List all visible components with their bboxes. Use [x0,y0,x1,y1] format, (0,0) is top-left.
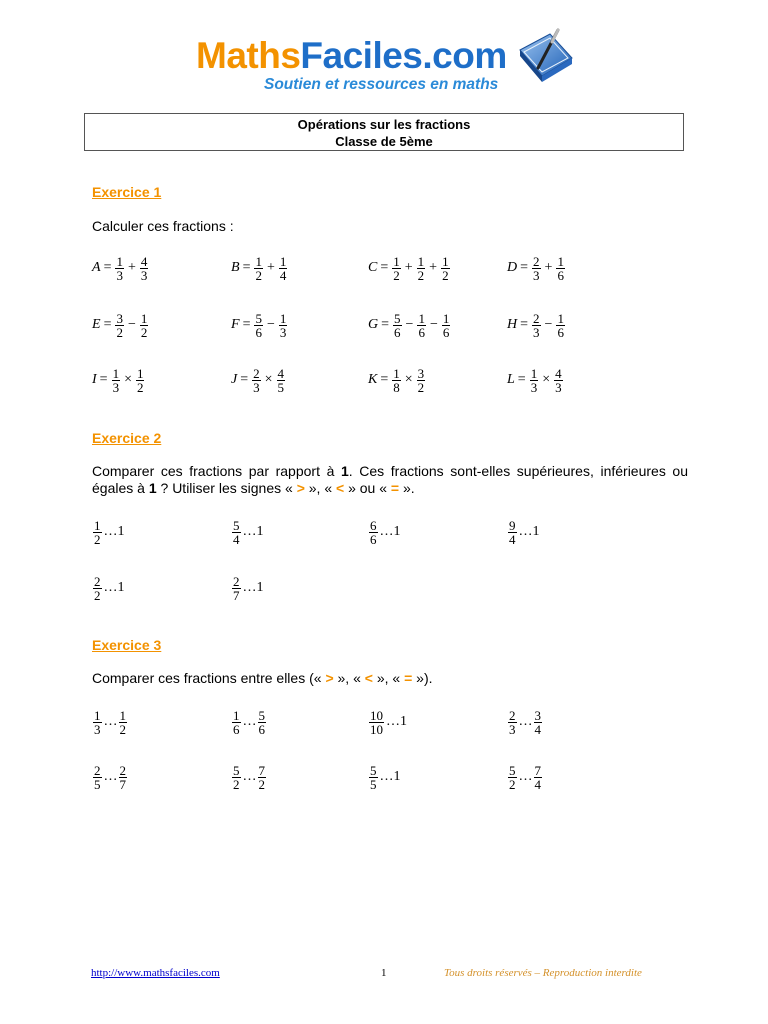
expression-j [231,366,286,394]
comparison-value: 1 [393,769,401,784]
operator: + [266,260,275,275]
fraction [119,709,128,736]
numerator: 2 [233,573,240,589]
operator: + [429,260,438,275]
denominator: 3 [140,267,148,283]
fraction [532,255,541,282]
operator: × [542,372,551,387]
equals-sign: = [520,260,529,275]
denominator: 3 [509,721,516,737]
numerator: 1 [112,365,120,381]
exercise-1-title: Exercice 1 [92,184,162,200]
denominator: 2 [136,379,144,395]
operator: − [266,317,275,332]
expression-g [368,311,451,339]
equals-sign: = [240,372,249,387]
worksheet-title-box [84,113,684,151]
denominator: 3 [279,324,287,340]
denominator: 10 [370,721,383,737]
variable: L [507,372,515,387]
fraction [232,575,241,602]
numerator: 1 [393,253,400,269]
denominator: 3 [533,324,540,340]
denominator: 2 [140,324,148,340]
fraction [93,764,102,791]
operator: × [124,372,132,387]
equals-sign: = [380,372,389,387]
denominator: 2 [442,267,449,283]
fraction [556,312,565,339]
fraction [279,255,288,282]
variable: C [368,260,378,275]
comparison-value: 1 [532,524,540,539]
equals-sign: = [99,372,108,387]
variable: G [368,317,379,332]
comparison-dots: … [103,714,118,729]
ex2-comparison [92,574,125,602]
worksheet-class: Classe de 5ème [335,134,433,149]
exercise-1-instruction: Calculer ces fractions : [92,218,234,234]
ex3-comparison [231,708,267,736]
numerator: 1 [442,310,450,326]
denominator: 4 [534,721,541,737]
variable: B [231,260,240,275]
fraction [112,367,121,394]
footer-website-link[interactable]: http://www.mathsfaciles.com [91,967,220,979]
fraction [393,312,402,339]
fraction [279,312,288,339]
denominator: 6 [233,721,240,737]
numerator: 5 [258,707,265,723]
comparison-dots: … [386,714,400,729]
variable: E [92,317,101,332]
numerator: 1 [116,253,123,269]
fraction [534,764,543,791]
numerator: 5 [233,517,240,533]
variable: J [231,372,238,387]
numerator: 2 [119,762,126,778]
numerator: 1 [255,253,262,269]
fraction [254,255,263,282]
ex3-comparison [92,763,128,791]
numerator: 1 [94,707,101,723]
variable: A [92,260,101,275]
expression-l [507,366,564,394]
denominator: 8 [393,379,400,395]
denominator: 3 [253,379,260,395]
numerator: 1 [393,365,400,381]
numerator: 3 [116,310,123,326]
fraction [530,367,539,394]
expression-c [368,254,451,282]
numerator: 3 [534,707,541,723]
ex3-comparison [368,763,401,791]
fraction [369,764,378,791]
variable: F [231,317,240,332]
equals-sign: = [103,260,112,275]
denominator: 5 [370,776,377,792]
denominator: 5 [277,379,285,395]
ex3-comparison [231,763,267,791]
denominator: 2 [116,324,123,340]
equals-sign: = [520,317,529,332]
fraction [508,519,517,546]
ex2-comparison [92,518,125,546]
fraction [119,764,128,791]
fraction [93,519,102,546]
operator: − [127,317,136,332]
ex2-comparison [231,574,264,602]
variable: I [92,372,97,387]
exercise-3-title: Exercice 3 [92,637,162,653]
comparison-dots: … [518,714,533,729]
exercise-2-title: Exercice 2 [92,430,162,446]
denominator: 6 [442,324,450,340]
denominator: 2 [255,267,262,283]
denominator: 7 [233,587,240,603]
fraction [277,367,286,394]
numerator: 1 [94,517,101,533]
numerator: 1 [557,310,564,326]
denominator: 5 [94,776,101,792]
denominator: 3 [555,379,562,395]
operator: + [127,260,136,275]
numerator: 7 [534,762,541,778]
comparison-dots: … [103,524,118,539]
equals-sign: = [381,317,390,332]
equals-sign: = [103,317,112,332]
denominator: 6 [255,324,262,340]
variable: K [368,372,378,387]
denominator: 3 [112,379,120,395]
fraction [232,519,241,546]
numerator: 2 [253,365,260,381]
comparison-dots: … [242,714,257,729]
numerator: 1 [530,365,538,381]
fraction [369,709,384,736]
numerator: 1 [442,253,449,269]
operator: × [404,372,413,387]
variable: H [507,317,518,332]
fraction [258,709,267,736]
numerator: 4 [555,365,562,381]
denominator: 2 [233,776,240,792]
denominator: 2 [119,721,126,737]
ex2-comparison [368,518,401,546]
numerator: 1 [279,253,287,269]
denominator: 6 [557,267,564,283]
equals-sign: = [242,260,251,275]
comparison-value: 1 [400,714,407,729]
fraction [115,312,124,339]
numerator: 5 [394,310,401,326]
comparison-dots: … [242,769,257,784]
equals-sign: = [517,372,526,387]
fraction [508,764,517,791]
fraction [532,312,541,339]
denominator: 2 [417,267,425,283]
fraction [140,312,149,339]
numerator: 1 [233,707,240,723]
numerator: 9 [509,517,516,533]
fraction [258,764,267,791]
fraction [136,367,145,394]
operator: × [264,372,273,387]
fraction [254,312,263,339]
denominator: 6 [557,324,564,340]
ex3-comparison [368,708,407,736]
comparison-value: 1 [117,524,125,539]
logo-tagline: Soutien et ressources en maths [264,76,499,93]
expression-d [507,254,566,282]
numerator: 10 [370,707,383,723]
numerator: 2 [94,573,101,589]
fraction [252,367,261,394]
denominator: 3 [94,721,101,737]
fraction [417,367,426,394]
comparison-dots: … [242,580,257,595]
expression-e [92,311,149,339]
numerator: 5 [255,310,262,326]
numerator: 4 [277,365,285,381]
expression-f [231,311,288,339]
expression-a [92,254,149,282]
comparison-dots: … [103,580,118,595]
page-number: 1 [381,967,387,979]
denominator: 2 [509,776,516,792]
comparison-value: 1 [256,524,264,539]
ex2-comparison [231,518,264,546]
comparison-dots: … [103,769,118,784]
denominator: 3 [533,267,540,283]
site-logo [196,34,576,100]
logo-maths: Maths [196,35,301,76]
fraction [369,519,378,546]
copyright-notice: Tous droits réservés – Reproduction interdite [444,967,642,979]
ex3-comparison [507,763,543,791]
expression-i [92,366,145,394]
fraction [441,255,450,282]
comparison-dots: … [518,524,533,539]
numerator: 1 [557,253,564,269]
numerator: 1 [279,310,287,326]
comparison-dots: … [242,524,257,539]
ex2-comparison [507,518,540,546]
denominator: 4 [509,531,516,547]
logo-faciles: Faciles.com [300,35,507,76]
book-pen-icon [514,28,576,92]
exercise-2-instruction: Comparer ces fractions par rapport à 1. Ces fractions sont-elles supérieures, inférieures ou égales à 1 ? Utiliser les signes « > », « < » ou « = ». [92,463,689,496]
numerator: 7 [258,762,265,778]
denominator: 6 [258,721,265,737]
variable: D [507,260,518,275]
exercise-3-instruction: Comparer ces fractions entre elles (« > », « < », « = »). [92,670,433,686]
expression-h [507,311,566,339]
logo-wordmark [196,34,507,78]
worksheet-title: Opérations sur les fractions [297,117,471,132]
comparison-dots: … [379,524,394,539]
operator: + [404,260,413,275]
fraction [232,709,241,736]
denominator: 6 [370,531,377,547]
fraction [93,575,102,602]
numerator: 2 [533,310,540,326]
expression-k [368,366,426,394]
denominator: 6 [394,324,401,340]
numerator: 1 [136,365,144,381]
fraction [556,255,565,282]
equals-sign: = [242,317,251,332]
ex3-comparison [507,708,543,736]
fraction [534,709,543,736]
comparison-value: 1 [256,580,264,595]
operator: − [544,317,553,332]
expression-b [231,254,288,282]
fraction [93,709,102,736]
fraction [115,255,124,282]
fraction [554,367,563,394]
denominator: 2 [258,776,265,792]
operator: − [429,317,438,332]
numerator: 5 [509,762,516,778]
numerator: 5 [233,762,240,778]
fraction [232,764,241,791]
numerator: 3 [417,365,425,381]
equals-sign: = [380,260,389,275]
operator: + [544,260,553,275]
fraction [140,255,149,282]
comparison-value: 1 [117,580,125,595]
numerator: 4 [140,253,148,269]
denominator: 6 [418,324,425,340]
numerator: 2 [533,253,540,269]
comparison-value: 1 [393,524,401,539]
denominator: 3 [116,267,123,283]
denominator: 2 [94,531,101,547]
denominator: 4 [534,776,541,792]
fraction [392,367,401,394]
operator: − [405,317,414,332]
numerator: 1 [140,310,148,326]
fraction [442,312,451,339]
numerator: 2 [509,707,516,723]
denominator: 4 [233,531,240,547]
fraction [392,255,401,282]
comparison-dots: … [518,769,533,784]
denominator: 2 [393,267,400,283]
denominator: 4 [279,267,287,283]
numerator: 6 [370,517,377,533]
numerator: 1 [418,310,425,326]
numerator: 1 [417,253,425,269]
denominator: 2 [94,587,101,603]
fraction [508,709,517,736]
denominator: 2 [417,379,425,395]
numerator: 1 [119,707,126,723]
fraction [417,255,426,282]
denominator: 3 [530,379,538,395]
denominator: 7 [119,776,126,792]
fraction [417,312,426,339]
ex3-comparison [92,708,128,736]
comparison-dots: … [379,769,394,784]
numerator: 2 [94,762,101,778]
numerator: 5 [370,762,377,778]
